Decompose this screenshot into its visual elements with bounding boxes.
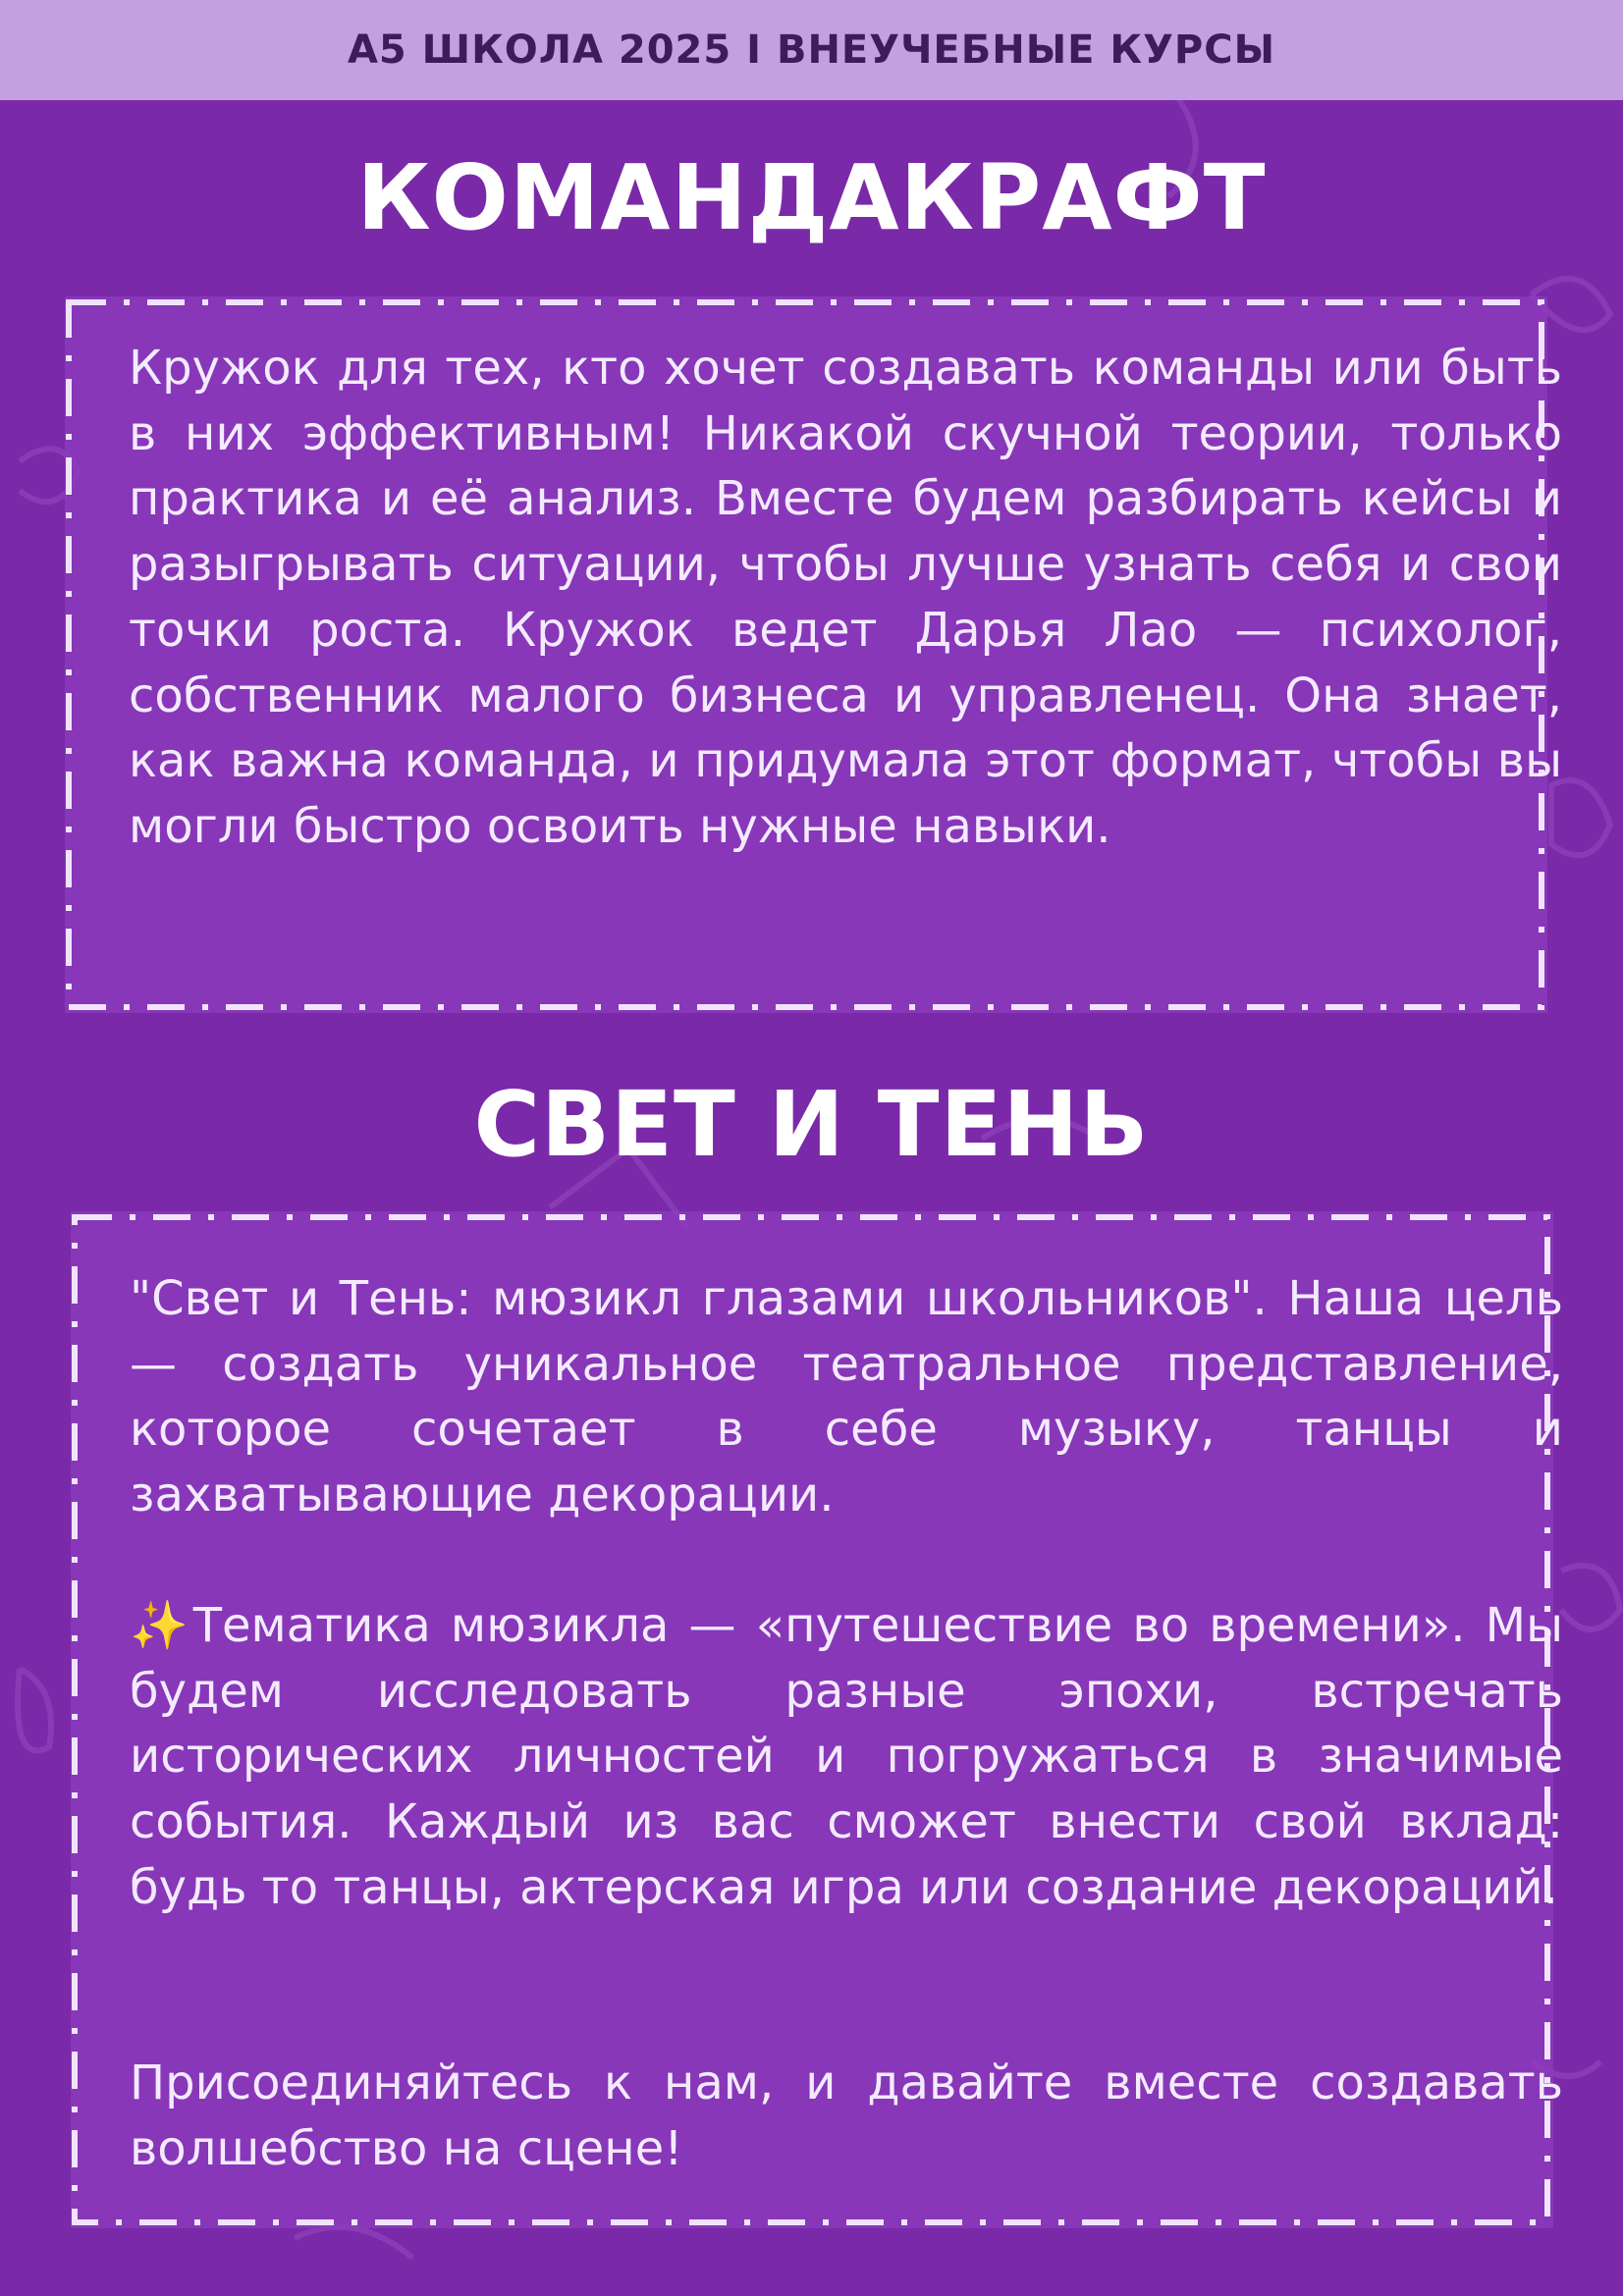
section-title-svet-i-ten: СВЕТ И ТЕНЬ bbox=[473, 1072, 1150, 1177]
svet-i-ten-theme bbox=[130, 1593, 1563, 1921]
komandakraft-description: Кружок для тех, кто хочет создавать команды или быть в них эффективным! Никакой скучной теории, только практика и её анализ. Вместе будем разбирать кейсы и разыгрывать ситуации, чтобы лучше узнать себя и свои точки роста. Кружок ведет Дарья Лао — психолог, собственник малого бизнеса и управленец. Она знает, как важна команда, и придумала этот формат, чтобы вы могли быстро освоить нужные навыки. bbox=[129, 341, 1562, 854]
komandakraft-description-card bbox=[65, 296, 1562, 1013]
svet-i-ten-theme-text: Тематика мюзикла — «путешествие во времени». Мы будем исследовать разные эпохи, встречать исторических личностей и погружаться в значимые события. Каждый из вас сможет внести свой вклад: будь то танцы, актерская игра или создание декораций. bbox=[130, 1598, 1563, 1915]
header-bar bbox=[0, 0, 1623, 100]
svet-i-ten-description-card bbox=[71, 1211, 1563, 2228]
section-title-komandakraft: КОМАНДАКРАФТ bbox=[356, 145, 1267, 250]
header-title: А5 ШКОЛА 2025 I ВНЕУЧЕБНЫЕ КУРСЫ bbox=[347, 27, 1276, 73]
svet-i-ten-call-to-action: Присоединяйтесь к нам, и давайте вместе создавать волшебство на сцене! bbox=[130, 2056, 1563, 2176]
svet-i-ten-intro: "Свет и Тень: мюзикл глазами школьников". Наша цель — создать уникальное театральное представление, которое сочетает в себе музыку, танцы и захватывающие декорации. bbox=[130, 1271, 1563, 1523]
sparkle-icon: ✨ bbox=[130, 1598, 193, 1653]
